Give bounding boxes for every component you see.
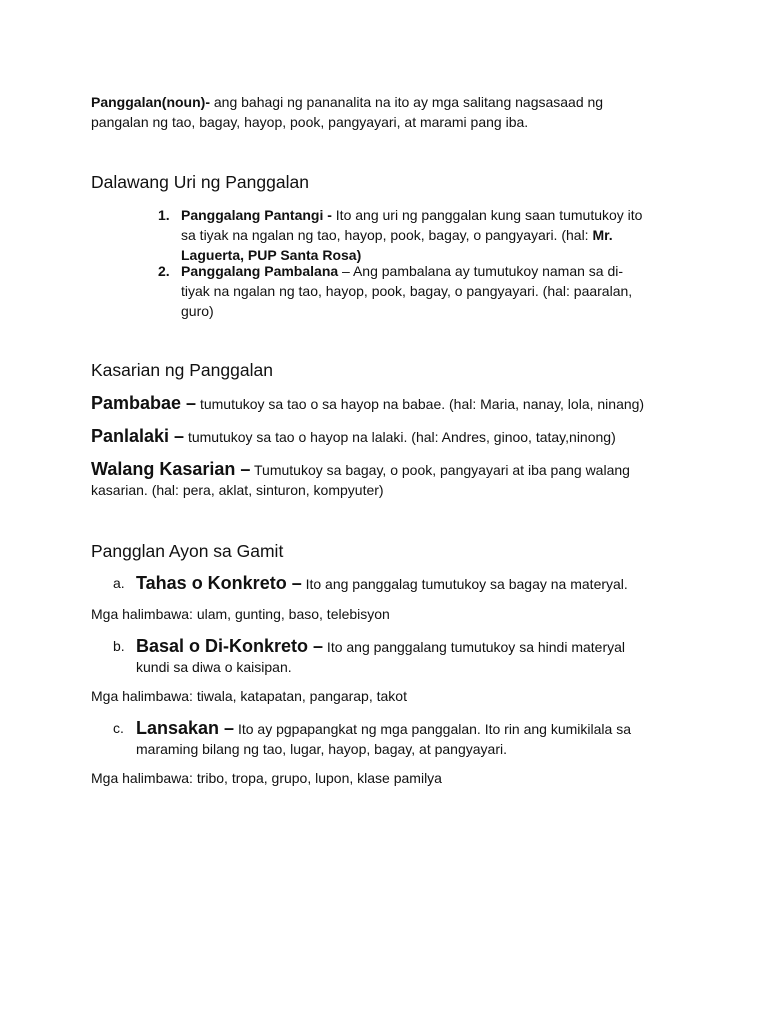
intro-paragraph [91, 92, 603, 132]
intro-line-2: pangalan ng tao, bagay, hayop, pook, pangyayari, at marami pang iba. [91, 114, 529, 130]
list-letter: b. [113, 638, 125, 654]
list-item-text: Ito ang uri ng panggalan kung saan tumutukoy ito [331, 207, 643, 223]
list-item-bold-text: Laguerta, PUP Santa Rosa) [181, 247, 362, 263]
list-number: 2. [158, 263, 170, 279]
list-item-text: – Ang pambalana ay tumutukoy naman sa di- [338, 263, 624, 279]
gender-term: Pambabae – [91, 393, 197, 413]
gender-text: tumutukoy sa tao o sa hayop na babae. (hal: Maria, nanay, lola, ninang) [196, 396, 645, 412]
list-item-line [181, 261, 632, 281]
list-letter: a. [113, 575, 125, 591]
intro-term: Panggalan(noun)- [91, 94, 210, 110]
section-heading-uri: Dalawang Uri ng Panggalan [91, 172, 309, 192]
gender-item-panlalaki [91, 426, 616, 447]
gender-item-walang-kasarian [91, 459, 630, 500]
intro-line-1 [91, 92, 603, 112]
list-item-term: Panggalang Pambalana [181, 263, 339, 279]
section-heading-kasarian: Kasarian ng Panggalan [91, 360, 273, 380]
gender-item-pambabae [91, 393, 644, 414]
example-line-tahas: Mga halimbawa: ulam, gunting, baso, telebisyon [91, 606, 390, 622]
list-item-bold-text: Mr. [592, 227, 613, 243]
list-item-term: Basal o Di-Konkreto – [136, 636, 324, 656]
list-item-text: Ito ang panggalang tumutukoy sa hindi materyal [323, 639, 626, 655]
list-item-line [181, 205, 642, 225]
gender-text: Tumutukoy sa bagay, o pook, pangyayari at iba pang walang [250, 462, 630, 478]
list-item-text: Ito ay pgpapangkat ng mga panggalan. Ito rin ang kumikilala sa [234, 721, 631, 737]
gender-term: Panlalaki – [91, 426, 185, 446]
list-item-line [136, 573, 628, 594]
list-item-term: Tahas o Konkreto – [136, 573, 302, 593]
list-item-line: guro) [181, 303, 214, 319]
list-item-text: Ito ang panggalag tumutukoy sa bagay na materyal. [301, 576, 628, 592]
list-item-line: tiyak na ngalan ng tao, hayop, pook, bagay, o pangyayari. (hal: paaralan, [181, 283, 633, 299]
gender-text: tumutukoy sa tao o hayop na lalaki. (hal: Andres, ginoo, tatay,ninong) [184, 429, 616, 445]
list-item-term: Lansakan – [136, 718, 235, 738]
list-item-line [136, 718, 631, 739]
intro-text-1: ang bahagi ng pananalita na ito ay mga salitang nagsasaad ng [210, 94, 604, 110]
example-line-lansakan: Mga halimbawa: tribo, tropa, grupo, lupon, klase pamilya [91, 770, 442, 786]
gender-text-continued: kasarian. (hal: pera, aklat, sinturon, kompyuter) [91, 482, 384, 498]
list-item-term: Panggalang Pantangi - [181, 207, 332, 223]
example-line-basal: Mga halimbawa: tiwala, katapatan, pangarap, takot [91, 688, 407, 704]
list-item-line: kundi sa diwa o kaisipan. [136, 659, 292, 675]
list-item-line [181, 225, 642, 245]
list-item-line [136, 636, 625, 657]
list-letter: c. [113, 720, 124, 736]
list-number: 1. [158, 207, 170, 223]
list-item-text: sa tiyak na ngalan ng tao, hayop, pook, bagay, o pangyayari. (hal: [181, 227, 593, 243]
list-item-line: maraming bilang ng tao, lugar, hayop, bagay, at pangyayari. [136, 741, 507, 757]
section-heading-gamit: Pangglan Ayon sa Gamit [91, 541, 284, 561]
gender-term: Walang Kasarian – [91, 459, 251, 479]
